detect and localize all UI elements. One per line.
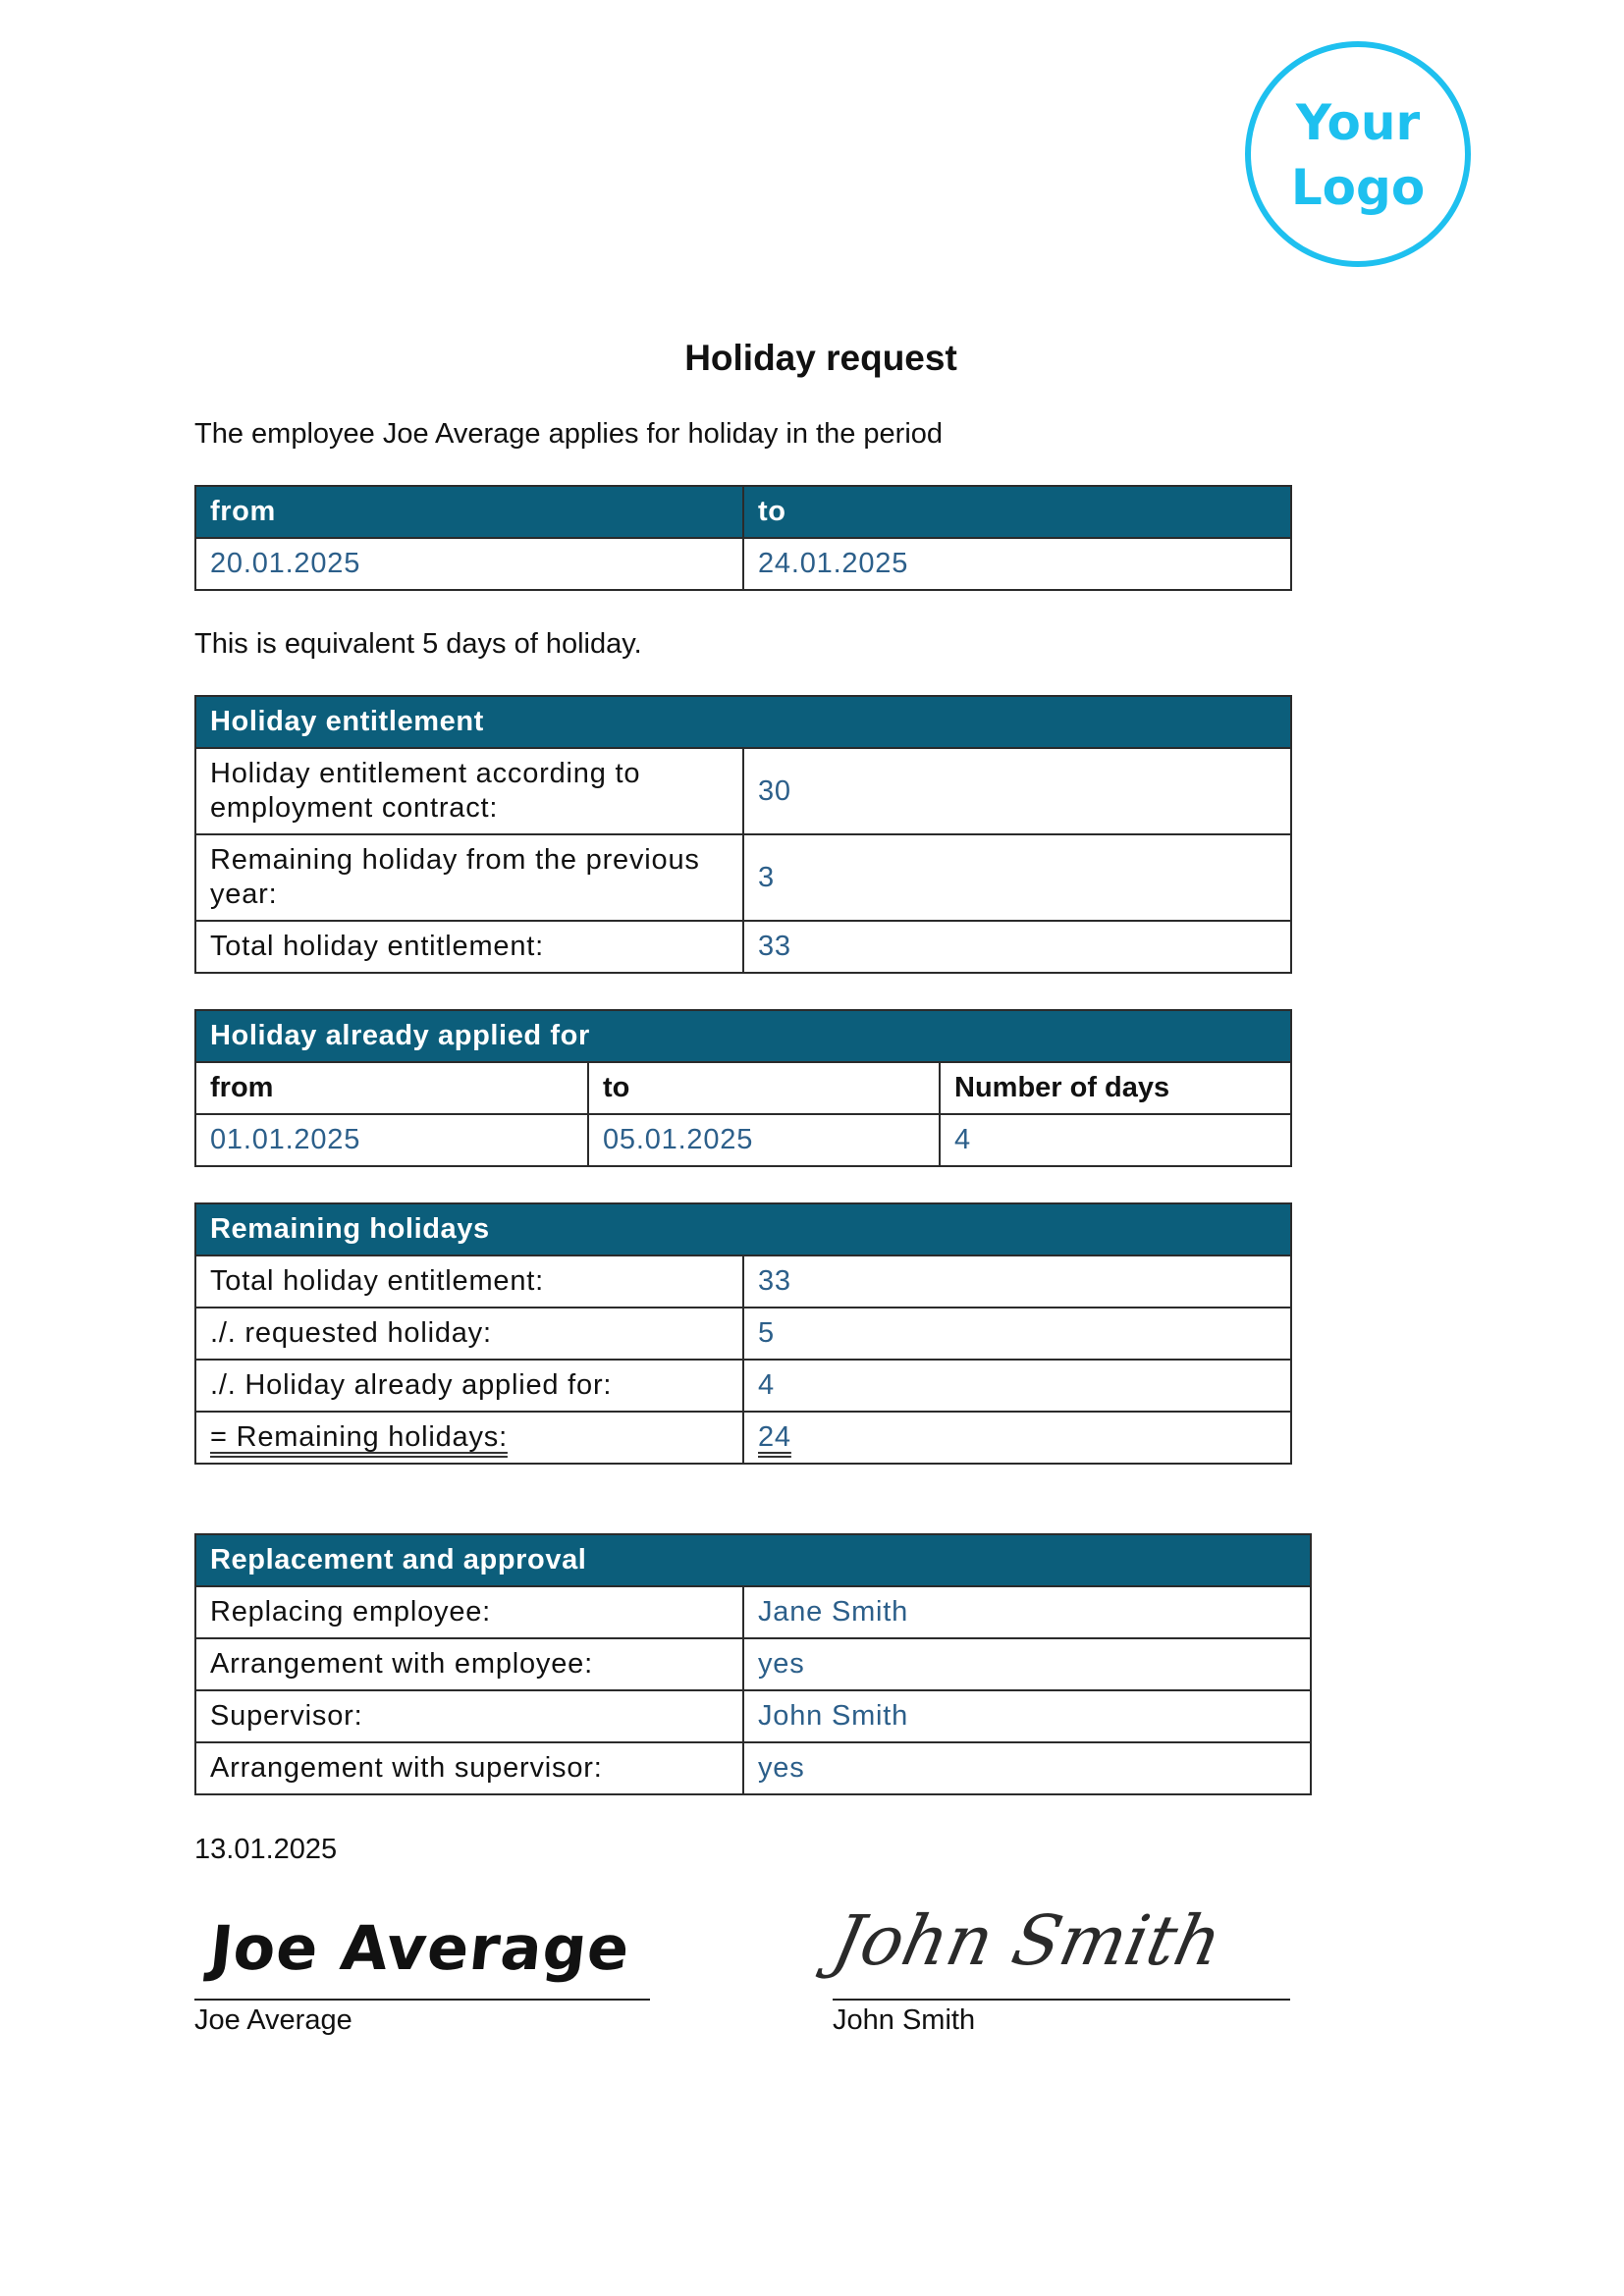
table-row [195,1360,1291,1412]
table-row [195,748,1291,834]
table-row [195,1638,1311,1690]
approval-table [194,1533,1312,1795]
entitlement-previous-value: 3 [743,834,1291,921]
table-row [195,1690,1311,1742]
employee-signature: Joe Average [206,1912,634,1984]
intro-text: The employee Joe Average applies for holiday in the period [194,418,944,450]
supervisor-value: John Smith [743,1690,1311,1742]
remaining-result-label-cell [195,1412,743,1464]
remaining-applied-label: ./. Holiday already applied for: [195,1360,743,1412]
logo-text [1251,90,1465,220]
remaining-table [194,1202,1292,1465]
logo-line-1: Your [1295,94,1421,151]
entitlement-contract-label: Holiday entitlement according to employment contract: [195,748,743,834]
replacing-employee-value: Jane Smith [743,1586,1311,1638]
remaining-total-label: Total holiday entitlement: [195,1255,743,1308]
arrangement-employee-label: Arrangement with employee: [195,1638,743,1690]
equivalent-text: This is equivalent 5 days of holiday. [194,628,642,660]
table-row [195,1742,1311,1794]
remaining-result-value: 24 [758,1421,791,1453]
remaining-requested-label: ./. requested holiday: [195,1308,743,1360]
applied-from-header: from [195,1062,588,1114]
entitlement-contract-value: 30 [743,748,1291,834]
replacing-employee-label: Replacing employee: [195,1586,743,1638]
table-row [195,921,1291,973]
applied-from-value: 01.01.2025 [195,1114,588,1166]
applied-days-header: Number of days [940,1062,1291,1114]
table-row [195,1255,1291,1308]
entitlement-previous-label: Remaining holiday from the previous year: [195,834,743,921]
document-title: Holiday request [684,338,957,378]
table-row [195,1308,1291,1360]
document-date: 13.01.2025 [194,1834,338,1865]
period-from-value: 20.01.2025 [195,538,743,590]
period-from-header: from [195,486,743,538]
table-row [195,834,1291,921]
entitlement-total-label: Total holiday entitlement: [195,921,743,973]
period-table [194,485,1292,591]
supervisor-label: Supervisor: [195,1690,743,1742]
remaining-requested-value: 5 [743,1308,1291,1360]
supervisor-signature-line [833,1999,1290,2001]
remaining-applied-value: 4 [743,1360,1291,1412]
remaining-result-value-cell [743,1412,1291,1464]
period-to-header: to [743,486,1291,538]
supervisor-signature: John Smith [826,1900,1229,1981]
entitlement-title: Holiday entitlement [195,696,1291,748]
approval-title: Replacement and approval [195,1534,1311,1586]
applied-days-value: 4 [940,1114,1291,1166]
applied-to-value: 05.01.2025 [588,1114,940,1166]
remaining-title: Remaining holidays [195,1203,1291,1255]
table-row [195,1586,1311,1638]
arrangement-employee-value: yes [743,1638,1311,1690]
period-to-value: 24.01.2025 [743,538,1291,590]
remaining-result-label: = Remaining holidays: [210,1421,508,1453]
supervisor-name: John Smith [833,2004,976,2036]
arrangement-supervisor-value: yes [743,1742,1311,1794]
table-row [195,1412,1291,1464]
applied-to-header: to [588,1062,940,1114]
entitlement-table [194,695,1292,974]
employee-signature-line [194,1999,650,2001]
company-logo [1245,41,1471,267]
table-row [195,1114,1291,1166]
employee-name: Joe Average [194,2004,352,2036]
remaining-total-value: 33 [743,1255,1291,1308]
applied-title: Holiday already applied for [195,1010,1291,1062]
arrangement-supervisor-label: Arrangement with supervisor: [195,1742,743,1794]
entitlement-total-value: 33 [743,921,1291,973]
applied-table [194,1009,1292,1167]
logo-line-2: Logo [1290,159,1426,216]
